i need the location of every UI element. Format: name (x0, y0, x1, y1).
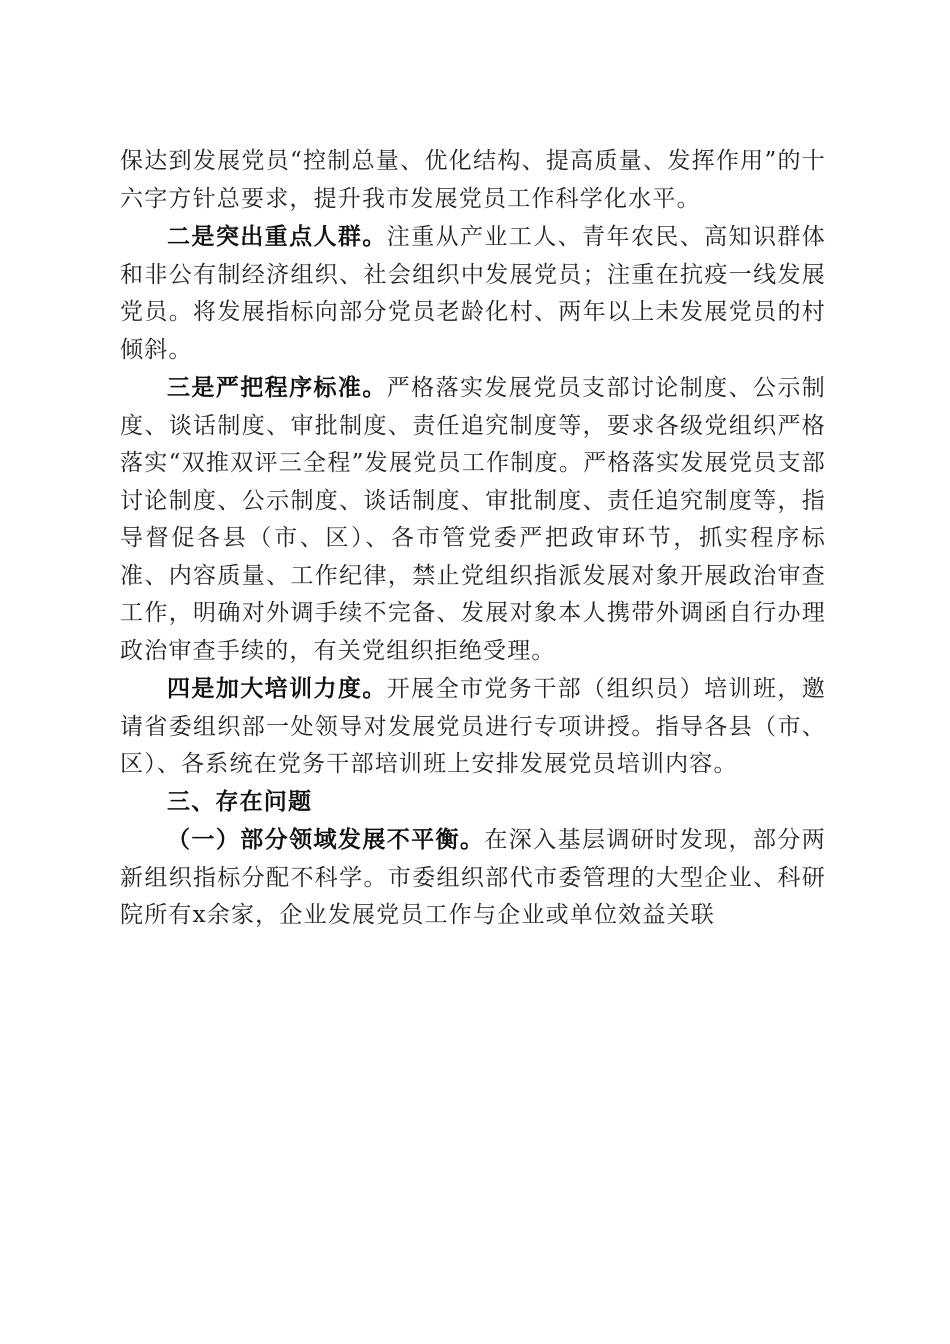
paragraph-training (120, 670, 826, 784)
document-page (120, 143, 826, 935)
paragraph-text: 开展全市党务干部（组织员）培训班，邀请省委组织部一处领导对发展党员进行专项讲授。指导各县（市、区）、各系统在党务干部培训班上安排发展党员培训内容。 (120, 676, 826, 777)
subsection-lead: （一）部分领域发展不平衡。 (167, 826, 485, 853)
paragraph-text: 严格落实发展党员支部讨论制度、公示制度、谈话制度、审批制度、责任追究制度等，要求各级党组织严格落实“双推双评三全程”发展党员工作制度。严格落实发展党员支部讨论制度、公示制度、谈话制度、审批制度、责任追究制度等，指导督促各县（市、区）、各市管党委严把政审环节，抓实程序标准、内容质量、工作纪律，禁止党组织指派发展对象开展政治审查工作，明确对外调手续不完备、发展对象本人携带外调函自行办理政治审查手续的，有关党组织拒绝受理。 (120, 375, 826, 664)
paragraph-lead: 四是加大培训力度。 (167, 675, 387, 702)
section-heading: 三、存在问题 (167, 788, 313, 815)
paragraph-lead: 二是突出重点人群。 (167, 223, 387, 250)
paragraph-text: 注重从产业工人、青年农民、高知识群体和非公有制经济组织、社会组织中发展党员；注重在抗疫一线发展党员。将发展指标向部分党员老龄化村、两年以上未发展党员的村倾斜。 (120, 224, 826, 363)
paragraph-key-groups (120, 218, 826, 369)
paragraph-text: 在深入基层调研时发现，部分两新组织指标分配不科学。市委组织部代市委管理的大型企业、科研院所有x余家，企业发展党员工作与企业或单位效益关联 (120, 827, 826, 928)
paragraph-imbalance (120, 821, 826, 935)
paragraph-procedure-standards (120, 369, 826, 670)
paragraph-text: 保达到发展党员“控制总量、优化结构、提高质量、发挥作用”的十六字方针总要求，提升我市发展党员工作科学化水平。 (120, 148, 826, 212)
paragraph-continuation (120, 143, 826, 218)
paragraph-lead: 三是严把程序标准。 (167, 374, 387, 401)
